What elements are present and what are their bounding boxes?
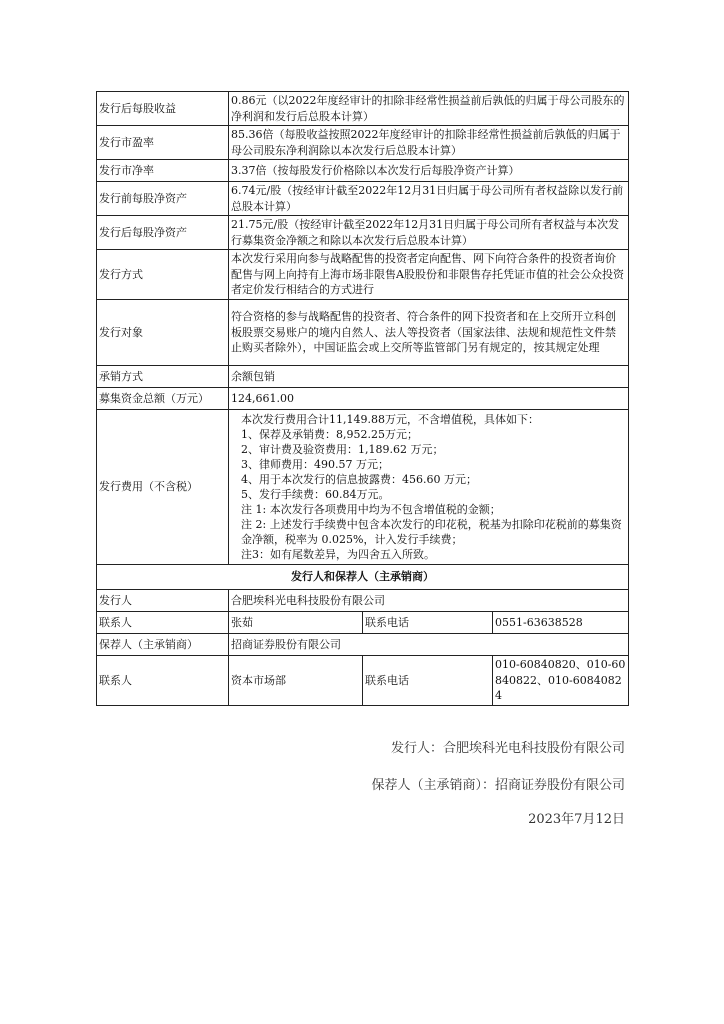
row-label: 发行后每股净资产 (97, 216, 229, 250)
row-value: 0.86元（以2022年度经审计的扣除非经常性损益前后孰低的归属于母公司股东的净利润和发行后总股本计算） (229, 92, 629, 126)
row-value: 本次发行采用向参与战略配售的投资者定向配售、网下向符合条件的投资者询价配售与网上向持有上海市场非限售A股股份和非限售存托凭证市值的社会公众投资者定价发行相结合的方式进行 (229, 250, 629, 300)
table-row (97, 612, 629, 634)
table-row (97, 160, 629, 182)
phone-number: 010-60840820、010-60840822、010-60840824 (493, 656, 629, 706)
fee-details (229, 410, 629, 565)
table-row (97, 250, 629, 300)
contact-name: 张茹 (229, 612, 363, 634)
offering-info-table (96, 91, 629, 706)
sponsor-name: 招商证券股份有限公司 (229, 634, 629, 656)
contact-name: 资本市场部 (229, 656, 363, 706)
row-label: 保荐人（主承销商） (97, 634, 229, 656)
row-label: 发行人 (97, 590, 229, 612)
phone-number: 0551-63638528 (493, 612, 629, 634)
table-row (97, 366, 629, 388)
row-value: 符合资格的参与战略配售的投资者、符合条件的网下投资者和在上交所开立科创板股票交易账户的境内自然人、法人等投资者（国家法律、法规和规范性文件禁止购买者除外），中国证监会或上交所等监管部门另有规定的，按其规定处理 (229, 300, 629, 366)
table-row (97, 216, 629, 250)
sponsor-signature: 保荐人（主承销商）：招商证券股份有限公司 (371, 778, 625, 793)
row-label: 联系人 (97, 612, 229, 634)
fee-line: 4、用于本次发行的信息披露费：456.60 万元； (241, 473, 477, 486)
row-label: 发行对象 (97, 300, 229, 366)
row-value: 124,661.00 (229, 388, 629, 410)
row-label: 发行市盈率 (97, 126, 229, 160)
table-row (97, 388, 629, 410)
row-label: 发行市净率 (97, 160, 229, 182)
fee-line: 2、审计费及验资费用：1,189.62 万元； (241, 443, 444, 456)
table-row (97, 410, 629, 565)
row-label: 发行前每股净资产 (97, 182, 229, 216)
issuer-signature: 发行人：合肥埃科光电科技股份有限公司 (390, 741, 625, 756)
table-row (97, 182, 629, 216)
fee-line: 1、保荐及承销费：8,952.25万元； (241, 428, 418, 441)
row-label: 发行后每股收益 (97, 92, 229, 126)
row-value: 3.37倍（按每股发行价格除以本次发行后每股净资产计算） (229, 160, 629, 182)
row-value: 85.36倍（每股收益按照2022年度经审计的扣除非经常性损益前后孰低的归属于母公司股东净利润除以本次发行后总股本计算） (229, 126, 629, 160)
table-row (97, 126, 629, 160)
issuer-name: 合肥埃科光电科技股份有限公司 (229, 590, 629, 612)
fee-line: 本次发行费用合计11,149.88万元，不含增值税，具体如下： (241, 413, 539, 426)
fee-line: 3、律师费用：490.57 万元； (241, 458, 389, 471)
table-row (97, 634, 629, 656)
signature-date: 2023年7月12日 (528, 812, 625, 827)
table-row (97, 300, 629, 366)
table-row (97, 565, 629, 590)
row-value: 6.74元/股（按经审计截至2022年12月31日归属于母公司所有者权益除以发行前总股本计算） (229, 182, 629, 216)
phone-label: 联系电话 (363, 612, 493, 634)
row-value: 21.75元/股（按经审计截至2022年12月31日归属于母公司所有者权益与本次发行募集资金净额之和除以本次发行后总股本计算） (229, 216, 629, 250)
row-label: 发行方式 (97, 250, 229, 300)
table-row (97, 590, 629, 612)
fee-line: 注 2: 上述发行手续费中包含本次发行的印花税，税基为扣除印花税前的募集资金净额，税率为 0.025%，计入发行手续费； (241, 518, 622, 546)
phone-label: 联系电话 (363, 656, 493, 706)
row-label: 募集资金总额（万元） (97, 388, 229, 410)
row-label: 发行费用（不含税） (97, 410, 229, 565)
section-title: 发行人和保荐人（主承销商） (97, 565, 629, 590)
fee-line: 5、发行手续费：60.84万元。 (241, 488, 390, 501)
row-label: 联系人 (97, 656, 229, 706)
table-row (97, 656, 629, 706)
fee-line: 注 1: 本次发行各项费用中均为不包含增值税的金额； (241, 503, 501, 516)
fee-line: 注3：如有尾数差异，为四舍五入所致。 (241, 548, 435, 561)
row-value: 余额包销 (229, 366, 629, 388)
table-row (97, 92, 629, 126)
row-label: 承销方式 (97, 366, 229, 388)
